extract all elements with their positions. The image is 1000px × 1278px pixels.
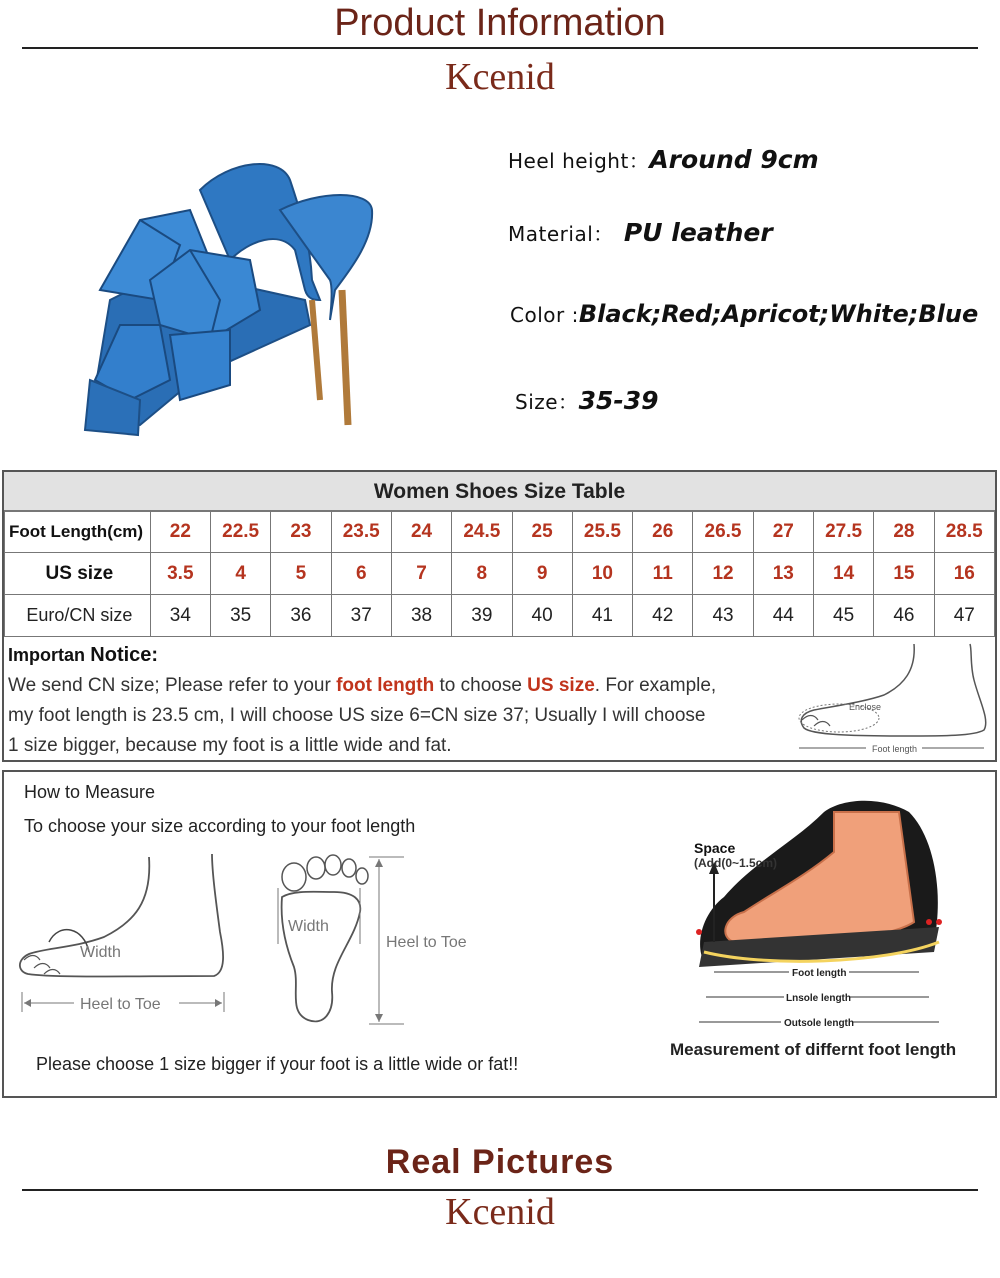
table-cell: 24 bbox=[391, 511, 451, 553]
table-cell: 15 bbox=[874, 553, 934, 595]
real-pictures-title: Real Pictures bbox=[385, 1143, 615, 1181]
table-cell: 7 bbox=[391, 553, 451, 595]
table-cell: 27.5 bbox=[813, 511, 873, 553]
measure-title: How to Measure bbox=[24, 782, 156, 802]
table-cell: 28.5 bbox=[934, 511, 994, 553]
table-cell: 22 bbox=[150, 511, 210, 553]
row-label: Euro/CN size bbox=[5, 595, 151, 637]
table-cell: 43 bbox=[693, 595, 753, 637]
table-cell: 4 bbox=[210, 553, 270, 595]
table-cell: 16 bbox=[934, 553, 994, 595]
size-table-title: Women Shoes Size Table bbox=[4, 472, 995, 512]
outsole-length-label: Outsole length bbox=[784, 1018, 854, 1029]
size-table-panel bbox=[2, 470, 997, 762]
space-label: Space bbox=[694, 840, 736, 856]
measure-subtitle: To choose your size according to your foot length bbox=[24, 816, 416, 836]
notice-line-2: my foot length is 23.5 cm, I will choose US size 6=CN size 37; Usually I will choose bbox=[8, 705, 706, 726]
foot-width-label: Width bbox=[80, 944, 121, 961]
table-cell: 45 bbox=[813, 595, 873, 637]
table-cell: 24.5 bbox=[452, 511, 512, 553]
notice-highlight: US size bbox=[527, 675, 595, 696]
table-cell: 26 bbox=[633, 511, 693, 553]
heel-height-row bbox=[508, 145, 819, 174]
table-cell: 12 bbox=[693, 553, 753, 595]
color-label: Color : bbox=[510, 303, 579, 327]
table-cell: 42 bbox=[633, 595, 693, 637]
foot-length-label: Foot length bbox=[792, 968, 847, 979]
table-row-us-size bbox=[5, 553, 995, 595]
how-to-measure-panel bbox=[2, 770, 997, 1098]
table-cell: 5 bbox=[271, 553, 331, 595]
insole-length-label: Lnsole length bbox=[786, 993, 851, 1004]
table-cell: 36 bbox=[271, 595, 331, 637]
size-label: Size： bbox=[515, 390, 579, 414]
notice-highlight: foot length bbox=[336, 675, 435, 696]
table-cell: 25.5 bbox=[572, 511, 632, 553]
table-cell: 11 bbox=[633, 553, 693, 595]
foot-side-diagram bbox=[794, 640, 994, 758]
material-label: Material： bbox=[508, 222, 614, 246]
row-label: Foot Length(cm) bbox=[5, 511, 151, 553]
color-value: Black;Red;Apricot;White;Blue bbox=[578, 300, 979, 328]
page-title: Product Information bbox=[334, 2, 666, 44]
table-cell: 22.5 bbox=[210, 511, 270, 553]
table-row-foot-length bbox=[5, 511, 995, 553]
table-cell: 35 bbox=[210, 595, 270, 637]
sandal-illustration bbox=[80, 150, 380, 440]
measure-caption: Measurement of differnt foot length bbox=[670, 1040, 957, 1059]
table-cell: 40 bbox=[512, 595, 572, 637]
product-image bbox=[80, 150, 380, 440]
sole-width-label: Width bbox=[288, 918, 329, 935]
table-cell: 46 bbox=[874, 595, 934, 637]
table-cell: 41 bbox=[572, 595, 632, 637]
notice-heading bbox=[8, 640, 798, 671]
table-cell: 27 bbox=[753, 511, 813, 553]
color-row bbox=[510, 300, 978, 328]
notice-line-3: 1 size bigger, because my foot is a little wide and fat. bbox=[8, 735, 452, 756]
sole-heel-to-toe-label: Heel to Toe bbox=[386, 934, 467, 951]
notice-text: to choose bbox=[434, 675, 528, 696]
table-cell: 9 bbox=[512, 553, 572, 595]
heel-height-label: Heel height： bbox=[508, 149, 650, 173]
size-table bbox=[4, 510, 995, 637]
table-cell: 13 bbox=[753, 553, 813, 595]
size-value: 35-39 bbox=[578, 386, 659, 415]
heel-to-toe-label: Heel to Toe bbox=[80, 996, 161, 1013]
real-brand-name: Kcenid bbox=[445, 1191, 555, 1233]
space-sub-label: (Add(0~1.5cm) bbox=[694, 856, 778, 870]
brand-name: Kcenid bbox=[445, 56, 555, 98]
heel-height-value: Around 9cm bbox=[649, 145, 819, 174]
table-row-euro-cn-size bbox=[5, 595, 995, 637]
notice-text: We send CN size; Please refer to your bbox=[8, 675, 337, 696]
title-divider bbox=[22, 47, 978, 49]
notice-text: . For example, bbox=[594, 675, 717, 696]
table-cell: 39 bbox=[452, 595, 512, 637]
shoe-cross-section-diagram bbox=[684, 792, 974, 1032]
material-row bbox=[508, 218, 773, 247]
table-cell: 3.5 bbox=[150, 553, 210, 595]
measure-footer-note: Please choose 1 size bigger if your foot is a little wide or fat!! bbox=[36, 1054, 519, 1074]
table-cell: 26.5 bbox=[693, 511, 753, 553]
table-cell: 38 bbox=[391, 595, 451, 637]
table-cell: 44 bbox=[753, 595, 813, 637]
notice-heading-a: Importan bbox=[8, 645, 86, 665]
table-cell: 37 bbox=[331, 595, 391, 637]
table-cell: 6 bbox=[331, 553, 391, 595]
diagram-foot-length-label: Foot length bbox=[872, 744, 918, 754]
diagram-enclose-label: Enclose bbox=[849, 702, 882, 712]
table-cell: 10 bbox=[572, 553, 632, 595]
notice-line-1 bbox=[8, 671, 798, 701]
material-value: PU leather bbox=[623, 218, 773, 247]
table-cell: 47 bbox=[934, 595, 994, 637]
table-cell: 23 bbox=[271, 511, 331, 553]
table-cell: 14 bbox=[813, 553, 873, 595]
size-row bbox=[515, 386, 659, 415]
table-cell: 8 bbox=[452, 553, 512, 595]
size-notice bbox=[8, 640, 798, 761]
notice-heading-b: Notice: bbox=[90, 644, 159, 666]
row-label: US size bbox=[5, 553, 151, 595]
table-cell: 34 bbox=[150, 595, 210, 637]
table-cell: 25 bbox=[512, 511, 572, 553]
table-cell: 28 bbox=[874, 511, 934, 553]
table-cell: 23.5 bbox=[331, 511, 391, 553]
